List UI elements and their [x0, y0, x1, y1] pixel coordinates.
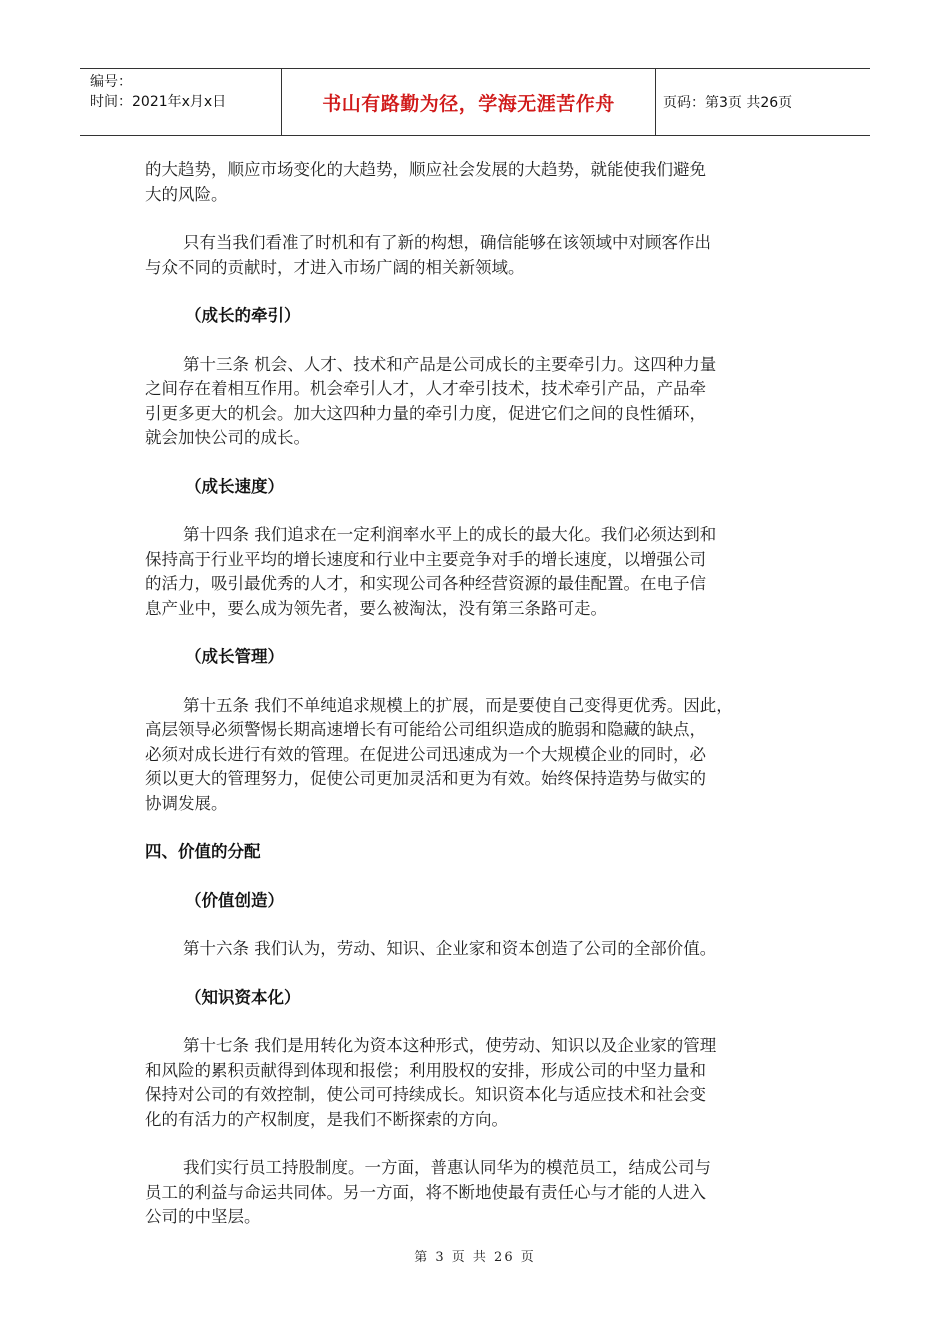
- text-line: 公司的中坚层。: [145, 1207, 261, 1226]
- document-body: [145, 158, 805, 1230]
- text-line: 的大趋势，顺应市场变化的大趋势，顺应社会发展的大趋势，就能使我们避免: [145, 160, 706, 179]
- text-line: 就会加快公司的成长。: [145, 428, 310, 447]
- subheading-growth-management: （成长管理）: [185, 647, 284, 666]
- text-line: 须以更大的管理努力，促使公司更加灵活和更为有效。始终保持造势与做实的: [145, 769, 706, 788]
- text-line: 第十四条 我们追求在一定利润率水平上的成长的最大化。我们必须达到和: [183, 525, 717, 544]
- header-meta: [80, 69, 281, 135]
- text-line: 协调发展。: [145, 793, 228, 813]
- text-line: 大的风险。: [145, 184, 228, 204]
- page-footer: 第 3 页 共 26 页: [414, 1250, 536, 1265]
- text-line: 只有当我们看准了时机和有了新的构想，确信能够在该领域中对顾客作出: [183, 233, 711, 252]
- text-line: 员工的利益与命运共同体。另一方面，将不断地使最有责任心与才能的人进入: [145, 1182, 706, 1202]
- header-motto: 书山有路勤为径，学海无涯苦作舟: [281, 69, 656, 135]
- subheading-growth-traction: （成长的牵引）: [185, 306, 301, 325]
- text-line: 保持高于行业平均的增长速度和行业中主要竞争对手的增长速度，以增强公司: [145, 549, 706, 569]
- subheading-value-creation: （价值创造）: [185, 890, 284, 910]
- header-page-info: 页码：第3页 共26页: [663, 95, 793, 111]
- subheading-growth-speed: （成长速度）: [185, 476, 284, 496]
- document-date: 时间：2021年x月x日: [90, 94, 227, 110]
- text-line: 高层领导必须警惕长期高速增长有可能给公司组织造成的脆弱和隐藏的缺点，: [145, 720, 706, 739]
- text-line: 息产业中，要么成为领先者，要么被淘汰，没有第三条路可走。: [145, 598, 607, 618]
- document-number-label: 编号：: [90, 74, 132, 90]
- text-line: 我们实行员工持股制度。一方面，普惠认同华为的模范员工，结成公司与: [183, 1158, 711, 1177]
- page-header: [80, 68, 870, 136]
- text-line: 与众不同的贡献时，才进入市场广阔的相关新领域。: [145, 257, 525, 277]
- text-line: 之间存在着相互作用。机会牵引人才，人才牵引技术，技术牵引产品，产品牵: [145, 379, 706, 398]
- section-heading-value-distribution: 四、价值的分配: [145, 842, 261, 861]
- text-line: 第十六条 我们认为，劳动、知识、企业家和资本创造了公司的全部价值。: [183, 939, 717, 958]
- text-line: 第十三条 机会、人才、技术和产品是公司成长的主要牵引力。这四种力量: [183, 354, 717, 374]
- subheading-knowledge-capitalization: （知识资本化）: [185, 987, 301, 1007]
- text-line: 必须对成长进行有效的管理。在促进公司迅速成为一个大规模企业的同时，必: [145, 744, 706, 764]
- text-line: 第十七条 我们是用转化为资本这种形式，使劳动、知识以及企业家的管理: [183, 1036, 717, 1055]
- text-line: 的活力，吸引最优秀的人才，和实现公司各种经营资源的最佳配置。在电子信: [145, 574, 706, 593]
- text-line: 和风险的累积贡献得到体现和报偿；利用股权的安排，形成公司的中坚力量和: [145, 1060, 706, 1080]
- text-line: 引更多更大的机会。加大这四种力量的牵引力度，促进它们之间的良性循环，: [145, 403, 706, 423]
- text-line: 化的有活力的产权制度，是我们不断探索的方向。: [145, 1109, 508, 1129]
- text-line: 保持对公司的有效控制，使公司可持续成长。知识资本化与适应技术和社会变: [145, 1085, 706, 1104]
- text-line: 第十五条 我们不单纯追求规模上的扩展，而是要使自己变得更优秀。因此，: [183, 695, 733, 715]
